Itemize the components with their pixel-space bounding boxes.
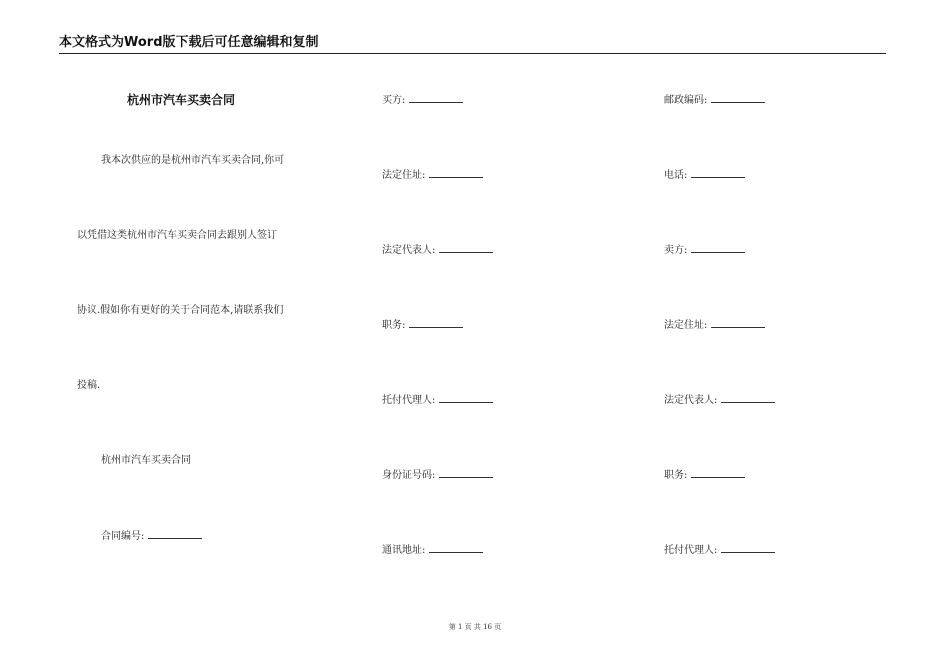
document-header: 本文格式为Word版下载后可任意编辑和复制: [59, 34, 886, 54]
buyer-label: 买方:: [382, 95, 406, 106]
buyer-mail-address-label: 通讯地址:: [382, 545, 426, 556]
buyer-id-number-label: 身份证号码:: [382, 470, 436, 481]
seller-position-label: 职务:: [664, 470, 688, 481]
seller-blank: [691, 243, 745, 253]
buyer-id-number-field: [382, 468, 493, 483]
seller-legal-address-blank: [711, 318, 765, 328]
seller-legal-address-label: 法定住址:: [664, 320, 708, 331]
intro-line-4: 投稿.: [77, 380, 101, 391]
buyer-blank: [409, 93, 463, 103]
intro-line-2: 以凭借这类杭州市汽车买卖合同去跟别人签订: [77, 230, 277, 241]
buyer-legal-address-blank: [429, 168, 483, 178]
contract-subtitle: 杭州市汽车买卖合同: [101, 455, 191, 466]
contract-number-blank: [148, 529, 202, 539]
seller-agent-blank: [721, 543, 775, 553]
buyer-legal-address-label: 法定住址:: [382, 170, 426, 181]
seller-legal-rep-label: 法定代表人:: [664, 395, 718, 406]
document-title: 杭州市汽车买卖合同: [127, 93, 236, 107]
postcode-label: 邮政编码:: [664, 95, 708, 106]
phone-field: [664, 168, 745, 183]
buyer-position-label: 职务:: [382, 320, 406, 331]
page-number: 第 1 页 共 16 页: [448, 623, 502, 631]
intro-line-3: 协议.假如你有更好的关于合同范本,请联系我们: [77, 305, 284, 316]
buyer-position-field: [382, 318, 463, 333]
buyer-field: [382, 93, 463, 108]
buyer-agent-blank: [439, 393, 493, 403]
buyer-legal-rep-field: [382, 243, 493, 258]
buyer-legal-rep-blank: [439, 243, 493, 253]
contract-number-label: 合同编号:: [101, 531, 145, 542]
postcode-blank: [711, 93, 765, 103]
buyer-agent-label: 托付代理人:: [382, 395, 436, 406]
seller-position-field: [664, 468, 745, 483]
seller-legal-address-field: [664, 318, 765, 333]
contract-number-field: [101, 529, 202, 544]
buyer-position-blank: [409, 318, 463, 328]
buyer-legal-rep-label: 法定代表人:: [382, 245, 436, 256]
buyer-agent-field: [382, 393, 493, 408]
phone-label: 电话:: [664, 170, 688, 181]
seller-position-blank: [691, 468, 745, 478]
seller-legal-rep-blank: [721, 393, 775, 403]
buyer-mail-address-blank: [429, 543, 483, 553]
buyer-mail-address-field: [382, 543, 483, 558]
buyer-legal-address-field: [382, 168, 483, 183]
seller-field: [664, 243, 745, 258]
seller-legal-rep-field: [664, 393, 775, 408]
phone-blank: [691, 168, 745, 178]
seller-agent-field: [664, 543, 775, 558]
intro-line-1: 我本次供应的是杭州市汽车买卖合同,你可: [101, 155, 285, 166]
seller-label: 卖方:: [664, 245, 688, 256]
buyer-id-number-blank: [439, 468, 493, 478]
postcode-field: [664, 93, 765, 108]
seller-agent-label: 托付代理人:: [664, 545, 718, 556]
